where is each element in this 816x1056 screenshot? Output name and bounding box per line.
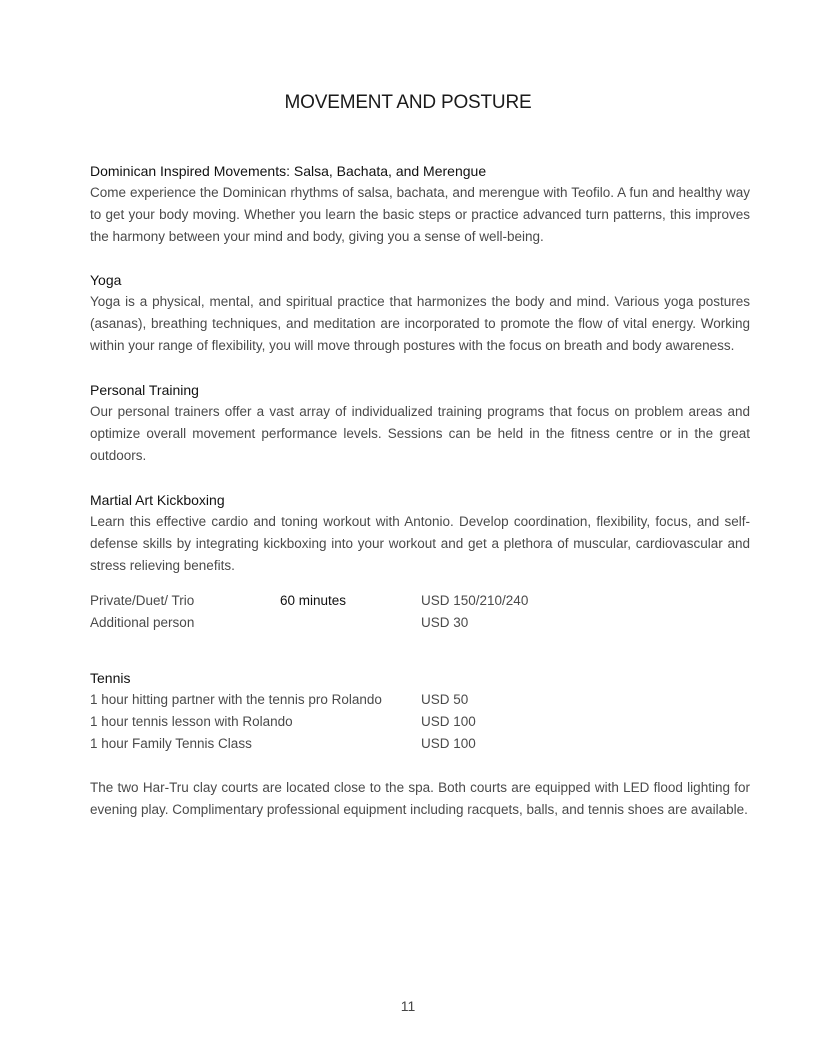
page-title: MOVEMENT AND POSTURE: [284, 92, 532, 113]
section-body: Learn this effective cardio and toning workout with Antonio. Develop coordination, flexibility, focus, and self-defense skills by integrating kickboxing into your workout and get a plethora of muscular, cardiovascular and stress relieving benefits.: [90, 514, 750, 573]
section-heading: Martial Art Kickboxing: [90, 492, 225, 508]
section-kickboxing: [90, 489, 750, 634]
section-heading: Dominican Inspired Movements: Salsa, Bachata, and Merengue: [90, 163, 487, 179]
service-name: 1 hour Family Tennis Class: [90, 736, 252, 751]
section-tennis: [90, 667, 750, 821]
section-heading: Tennis: [90, 670, 131, 686]
service-duration: 60 minutes: [280, 593, 347, 608]
section-heading: Yoga: [90, 272, 122, 288]
service-price: USD 50: [421, 692, 469, 707]
section-body: Come experience the Dominican rhythms of salsa, bachata, and merengue with Teofilo. A fun and healthy way to get your body moving. Whether you learn the basic steps or practice advanced turn patterns, this improves the harmony between your mind and body, giving you a sense of well-being.: [90, 185, 750, 244]
service-name: 1 hour hitting partner with the tennis pro Rolando: [90, 692, 382, 707]
section-personal-training: [90, 379, 750, 467]
section-dominican-movements: [90, 160, 750, 248]
service-price: USD 100: [421, 714, 476, 729]
service-price: USD 150/210/240: [421, 593, 529, 608]
price-row: [90, 733, 750, 755]
price-row: [90, 711, 750, 733]
page-number: 11: [400, 998, 416, 1014]
price-row: [90, 612, 750, 634]
service-name: 1 hour tennis lesson with Rolando: [90, 714, 293, 729]
section-body: Our personal trainers offer a vast array of individualized training programs that focus on problem areas and optimize overall movement performance levels. Sessions can be held in the fitness centre or in the great outdoors.: [90, 404, 750, 463]
service-price: USD 100: [421, 736, 476, 751]
section-heading: Personal Training: [90, 382, 199, 398]
tennis-note: The two Har-Tru clay courts are located close to the spa. Both courts are equipped with LED flood lighting for evening play. Complimentary professional equipment including racquets, balls, and tennis shoes are available.: [90, 780, 750, 817]
service-name: Additional person: [90, 615, 195, 630]
price-row: [90, 590, 750, 612]
price-row: [90, 689, 750, 711]
section-body: Yoga is a physical, mental, and spiritual practice that harmonizes the body and mind. Various yoga postures (asanas), breathing techniques, and meditation are incorporated to promote the flow of vital energy. Working within your range of flexibility, you will move through postures with the focus on breath and body awareness.: [90, 294, 750, 353]
section-yoga: [90, 269, 750, 357]
service-name: Private/Duet/ Trio: [90, 593, 195, 608]
service-price: USD 30: [421, 615, 469, 630]
